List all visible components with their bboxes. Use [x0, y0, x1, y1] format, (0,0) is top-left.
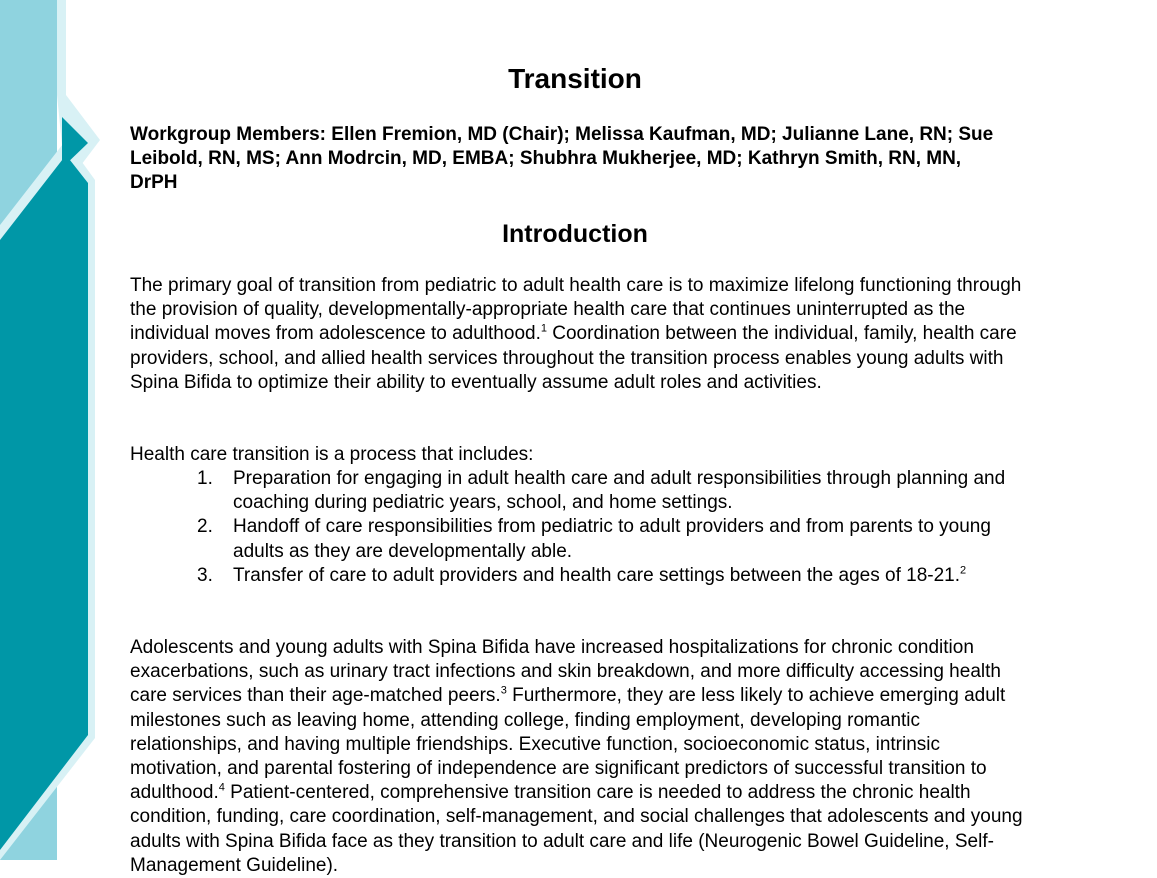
workgroup-members: Workgroup Members: Ellen Fremion, MD (Chair); Melissa Kaufman, MD; Julianne Lane, RN; Sue Leibold, RN, MS; Ann Modrcin, MD, EMBA; Shubhra Mukherjee, MD; Kathryn Smith, RN, MN, DrPH — [130, 124, 994, 193]
document-title: Transition — [508, 63, 642, 94]
reference-superscript: 1 — [540, 323, 547, 336]
reference-superscript: 2 — [960, 564, 967, 577]
list-item-text: Transfer of care to adult providers and health care settings between the ages of 18-21. — [233, 564, 961, 586]
intro-paragraph-2 — [130, 636, 1030, 878]
list-item-number: 3. — [197, 564, 213, 586]
intro-paragraph-1 — [130, 274, 1030, 395]
paragraph-text: The primary goal of transition from pediatric to adult health care is to maximize lifelong functioning through the provision of quality, developmentally-appropriate health care that continues uninterrupted as the individual moves from adolescence to adulthood. — [130, 275, 1022, 345]
reference-superscript: 4 — [218, 781, 225, 794]
section-heading-introduction: Introduction — [502, 220, 648, 248]
list-lead-in: Health care transition is a process that includes: — [130, 444, 534, 465]
list-item-number: 2. — [197, 516, 213, 538]
list-item-text: Handoff of care responsibilities from pediatric to adult providers and from parents to young adults as they are developmentally able. — [233, 516, 991, 562]
paragraph-text: Furthermore, they are less likely to achieve emerging adult milestones such as leaving home, attending college, finding employment, developing romantic relationships, and having multiple friendships. Executive function, socioeconomic status, intrinsic motivation, and parental fostering of independence are significant predictors of successful transition to adulthood. — [130, 685, 1006, 804]
list-item — [130, 467, 1013, 515]
list-item-text: Preparation for engaging in adult health care and adult responsibilities through planning and coaching during pediatric years, school, and home settings. — [233, 468, 1006, 514]
paragraph-text: Adolescents and young adults with Spina Bifida have increased hospitalizations for chronic condition exacerbations, such as urinary tract infections and skin breakdown, and more difficulty accessing health care services than their age-matched peers. — [130, 637, 1001, 707]
list-item-number: 1. — [197, 468, 213, 489]
side-decoration — [0, 0, 100, 860]
paragraph-text: Coordination between the individual, family, health care providers, school, and allied health services throughout the transition process enables young adults with Spina Bifida to optimize their ability to eventually assume adult roles and activities. — [130, 323, 1017, 393]
transition-process-list — [130, 467, 1030, 588]
document-page — [130, 0, 1030, 876]
reference-superscript: 3 — [500, 685, 507, 698]
paragraph-text: Patient-centered, comprehensive transition care is needed to address the chronic health condition, funding, care coordination, self-management, and social challenges that adolescents and young adults with Spina Bifida face as they transition to adult care and life (Neurogenic Bowel Guideline, Self-Management Guideline). — [130, 782, 1023, 876]
list-item — [130, 515, 1013, 563]
list-item — [130, 564, 1013, 588]
